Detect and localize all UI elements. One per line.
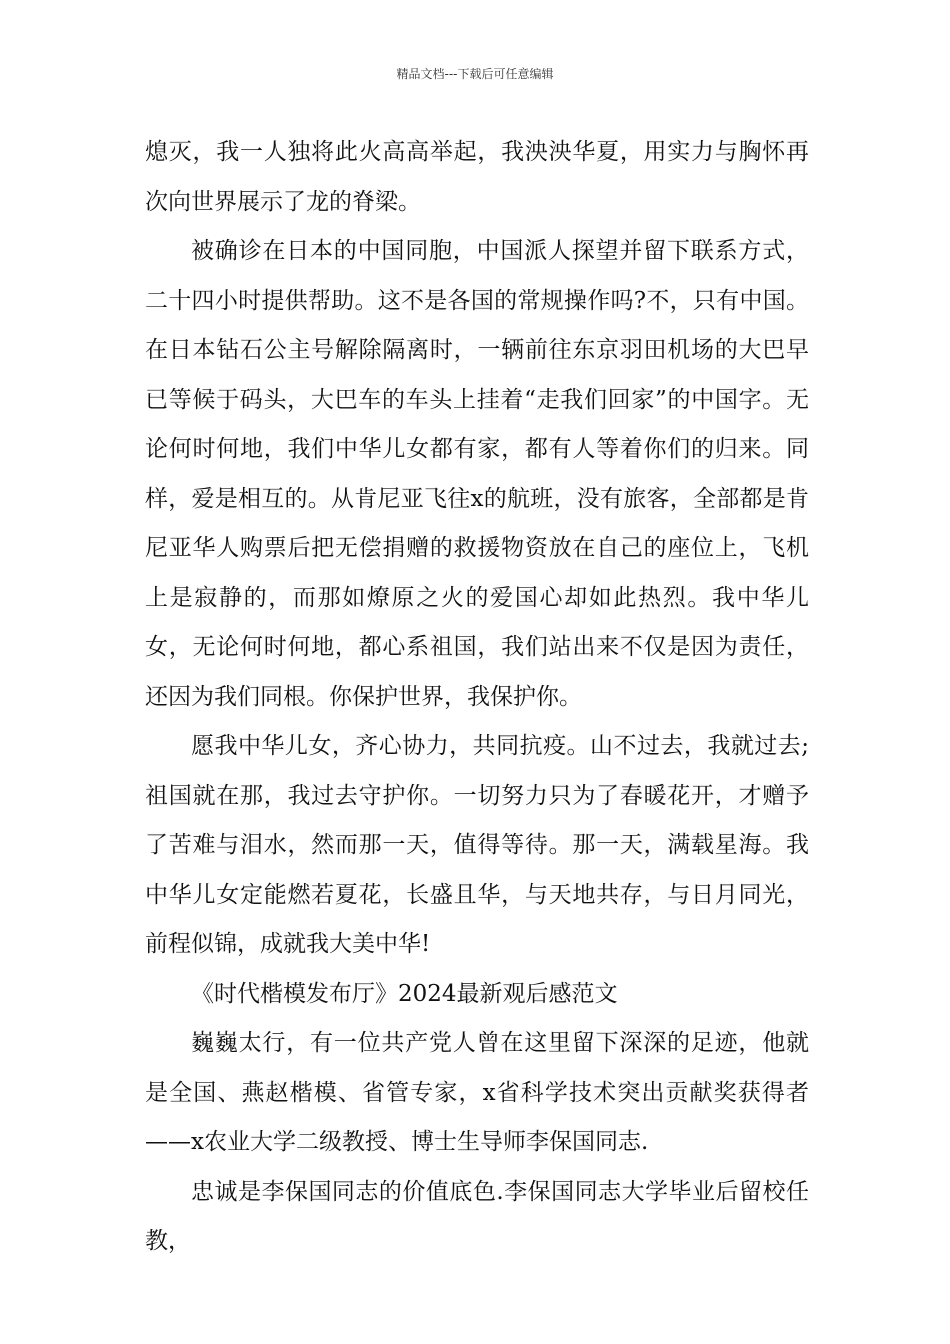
page-header: 精品文档---下载后可任意编辑: [396, 67, 554, 81]
document-body: [145, 128, 809, 1267]
paragraph: 巍巍太行，有一位共产党人曾在这里留下深深的足迹，他就是全国、燕赵楷模、省管专家，x省科学技术突出贡献奖获得者——x农业大学二级教授、博士生导师李保国同志.: [145, 1030, 809, 1155]
paragraph: 忠诚是李保国同志的价值底色.李保国同志大学毕业后留校任教，: [145, 1178, 809, 1254]
paragraph-continued: 熄灭，我一人独将此火高高举起，我泱泱华夏，用实力与胸怀再次向世界展示了龙的脊梁。: [145, 139, 809, 215]
paragraph: 被确诊在日本的中国同胞，中国派人探望并留下联系方式，二十四小时提供帮助。这不是各国的常规操作吗?不，只有中国。在日本钻石公主号解除隔离时，一辆前往东京羽田机场的大巴早已等候于码头，大巴车的车头上挂着“走我们回家”的中国字。无论何时何地，我们中华儿女都有家，都有人等着你们的归来。同样，爱是相互的。从肯尼亚飞往x的航班，没有旅客，全部都是肯尼亚华人购票后把无偿捐赠的救援物资放在自己的座位上，飞机上是寂静的，而那如燎原之火的爱国心却如此热烈。我中华儿女，无论何时何地，都心系祖国，我们站出来不仅是因为责任，还因为我们同根。你保护世界，我保护你。: [145, 238, 809, 710]
paragraph: 愿我中华儿女，齐心协力，共同抗疫。山不过去，我就过去;祖国就在那，我过去守护你。一切努力只为了春暖花开，才赠予了苦难与泪水，然而那一天，值得等待。那一天，满载星海。我中华儿女定能燃若夏花，长盛且华，与天地共存，与日月同光，前程似锦，成就我大美中华!: [145, 733, 809, 957]
section-title: 《时代楷模发布厅》2024最新观后感范文: [191, 980, 618, 1007]
